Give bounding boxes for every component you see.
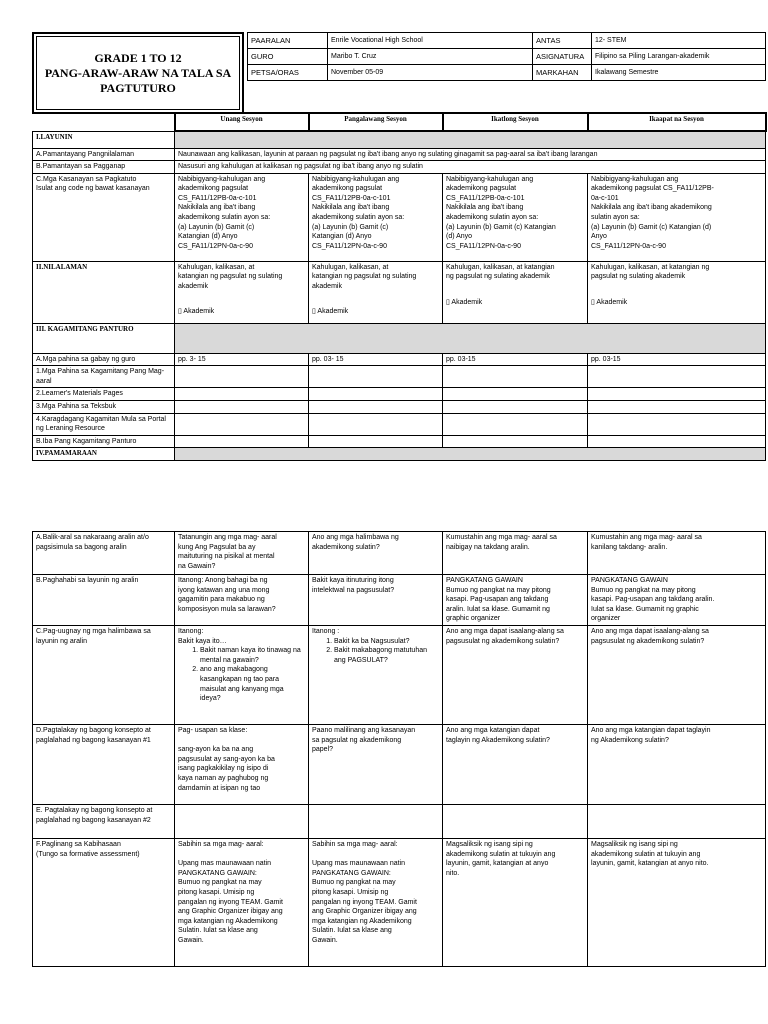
materials-row-portal bbox=[33, 413, 766, 435]
procedure-a-session-3: Kumustahin ang mga mag- aaral sa naibigay na takdang aralin. bbox=[443, 532, 588, 575]
procedure-a-session-1: Tatanungin ang mga mag- aaral kung Ang Pagsulat ba ay maituturing na pisikal at mental na Gawain? bbox=[175, 532, 309, 575]
content-session-4 bbox=[588, 261, 766, 323]
date-label: PETSA/ORAS bbox=[248, 65, 328, 81]
content-tag-3: ▯ Akademik bbox=[446, 298, 483, 306]
session-header-row bbox=[33, 113, 766, 131]
date-value: November 05-09 bbox=[328, 65, 533, 81]
content-tag-label-1: Akademik bbox=[183, 308, 215, 316]
pamantayan-pagganap-row bbox=[33, 161, 766, 174]
pamantayang-nilalaman-row bbox=[33, 148, 766, 161]
grade-label: ANTAS bbox=[533, 33, 592, 49]
session-1-header: Unang Sesyon bbox=[175, 113, 309, 131]
procedure-c-session-2 bbox=[309, 626, 443, 725]
grade-value: 12- STEM bbox=[592, 33, 766, 49]
procedure-d-session-1: Pag- usapan sa klase: sang-ayon ka ba na ang pagsusulat ay sang-ayon ka ba isang pagkakikilay ng isipo di kaya naman ay paghubog ng damdamin at isipan ng tao bbox=[175, 725, 309, 805]
procedure-e-label: E. Pagtalakay ng bagong konsepto at paglalahad ng bagong kasanayan #2 bbox=[33, 805, 175, 839]
procedure-a-label: A.Balik-aral sa nakaraang aralin at/o pagsisimula sa bagong aralin bbox=[33, 532, 175, 575]
session-3-header: Ikatlong Sesyon bbox=[443, 113, 588, 131]
content-tag-label-3: Akademik bbox=[451, 298, 483, 306]
procedure-c1-item-1: 1. Bakit naman kaya ito tinawag na mental na gawain? bbox=[200, 646, 305, 665]
school-value: Enrile Vocational High School bbox=[328, 33, 533, 49]
content-text-2: Kahulugan, kalikasan, at katangian ng pagsulat ng sulating akademik bbox=[312, 263, 417, 290]
content-text-1: Kahulugan, kalikasan, at katangian ng pagsulat ng sulating akademik bbox=[178, 263, 283, 290]
content-standard-label: A.Pamantayang Pangnilalaman bbox=[33, 148, 175, 161]
procedure-d-session-4: Ano ang mga katangian dapat taglayin ng Akademikong sulatin? bbox=[588, 725, 766, 805]
procedure-c2-item-1: 1. Bakit ka ba Nagsusulat? bbox=[334, 637, 439, 647]
procedure-f-session-3: Magsaliksik ng isang sipi ng akademikong sulatin at tukuyin ang layunin, gamit, katangian at anyo nito. bbox=[443, 839, 588, 967]
materials-label-4: 4.Karagdagang Kagamitan Mula sa Portal ng Leraning Resource bbox=[33, 413, 175, 435]
procedure-row-e bbox=[33, 805, 766, 839]
procedure-c1-list bbox=[178, 646, 305, 704]
layunin-heading: I.LAYUNIN bbox=[33, 131, 175, 148]
procedure-d-session-3: Ano ang mga katangian dapat taglayin ng Akademikong sulatin? bbox=[443, 725, 588, 805]
procedure-c-session-1 bbox=[175, 626, 309, 725]
school-label: PAARALAN bbox=[248, 33, 328, 49]
procedure-c-label: C.Pag-uugnay ng mga halimbawa sa layunin ng aralin bbox=[33, 626, 175, 725]
materials-0-session-2: pp. 03- 15 bbox=[309, 353, 443, 366]
header-row-date bbox=[248, 65, 766, 81]
subject-value: Filipino sa Piling Larangan-akademik bbox=[592, 49, 766, 65]
title-line-1: GRADE 1 TO 12 bbox=[94, 50, 182, 65]
materials-row-textbook bbox=[33, 401, 766, 414]
kagamitan-row bbox=[33, 323, 766, 353]
content-standard-text: Naunawaan ang kalikasan, layunin at paraan ng pagsulat ng iba't ibang anyo ng sulating ginagamit sa pag-aaral sa iba't ibang larangan bbox=[175, 148, 766, 161]
materials-label-0: A.Mga pahina sa gabay ng guro bbox=[33, 353, 175, 366]
competency-session-4: Nabibigyang-kahulugan ang akademikong pagsulat CS_FA11/12PB- 0a-c-101 Nakikilala ang iba't ibang akademikong sulatin ayon sa: (a) Layunin (b) Gamit (c) Katangian (d) Anyo CS_FA11/12PN-0a-c-90 bbox=[588, 173, 766, 261]
content-text-4: Kahulugan, kalikasan, at katangian ng pagsulat ng sulating akademik bbox=[591, 263, 710, 281]
competency-session-1: Nabibigyang-kahulugan ang akademikong pagsulat CS_FA11/12PB-0a-c-101 Nakikilala ang iba't ibang akademikong sulatin ayon sa: (a) Layunin (b) Gamit (c) Katangian (d) Anyo CS_FA11/12PN-0a-c-90 bbox=[175, 173, 309, 261]
procedure-f-session-2: Sabihin sa mga mag- aaral: Upang mas maunawaan natin PANGKATANG GAWAIN: Bumuo ng pangkat na may pitong kasapi. Umisip ng pangalan ng inyong TEAM. Gamit ang Graphic Organizer ibigay ang mga katangian ng Akademikong Sulatin. Iulat sa klase ang Gawain. bbox=[309, 839, 443, 967]
materials-label-1: 1.Mga Pahina sa Kagamitang Pang Mag-aaral bbox=[33, 366, 175, 388]
procedure-c2-intro: Itanong : bbox=[312, 628, 340, 635]
procedure-b-session-1: Itanong: Anong bahagi ba ng iyong katawan ang una mong gagamitin para makabuo ng komposisyon mula sa larawan? bbox=[175, 575, 309, 626]
procedure-c2-list bbox=[312, 637, 439, 666]
quarter-label: MARKAHAN bbox=[533, 65, 592, 81]
procedure-c-session-4: Ano ang mga dapat isaalang-alang sa pagsusulat ng akademikong sulatin? bbox=[588, 626, 766, 725]
competency-session-3: Nabibigyang-kahulugan ang akademikong pagsulat CS_FA11/12PB-0a-c-101 Nakikilala ang iba't ibang akademikong sulatin ayon sa: (a) Layunin (b) Gamit (c) Katangian (d) Anyo CS_FA11/12PN-0a-c-90 bbox=[443, 173, 588, 261]
procedure-a-session-2: Ano ang mga halimbawa ng akademikong sulatin? bbox=[309, 532, 443, 575]
content-tag-2: ▯ Akademik bbox=[312, 308, 349, 316]
performance-standard-label: B.Pamantayan sa Pagganap bbox=[33, 161, 175, 174]
procedure-c1-item-2: 2. ano ang makabagong kasangkapan ng tao para maisulat ang kanyang mga ideya? bbox=[200, 665, 305, 703]
procedure-row-b bbox=[33, 575, 766, 626]
procedure-row-a bbox=[33, 532, 766, 575]
performance-standard-text: Nasusuri ang kahulugan at kalikasan ng pagsulat ng iba't ibang anyo ng sulatin bbox=[175, 161, 766, 174]
header-row-teacher bbox=[248, 49, 766, 65]
layunin-row bbox=[33, 131, 766, 148]
procedure-d-session-2: Paano malilinang ang kasanayan sa pagsulat ng akademikong papel? bbox=[309, 725, 443, 805]
objectives-table bbox=[32, 112, 767, 461]
competency-session-2: Nabibigyang-kahulugan ang akademikong pagsulat CS_FA11/12PB-0a-c-101 Nakikilala ang iba't ibang akademikong sulatin ayon sa: (a) Layunin (b) Gamit (c) Katangian (d) Anyo CS_FA11/12PN-0a-c-90 bbox=[309, 173, 443, 261]
materials-label-3: 3.Mga Pahina sa Teksbuk bbox=[33, 401, 175, 414]
session-2-header: Pangalawang Sesyon bbox=[309, 113, 443, 131]
teacher-label: GURO bbox=[248, 49, 328, 65]
materials-row-learner bbox=[33, 388, 766, 401]
header-info-table bbox=[247, 32, 766, 81]
competencies-label: C.Mga Kasanayan sa Pagkatuto Isulat ang code ng bawat kasanayan bbox=[33, 173, 175, 261]
procedure-b-session-4: PANGKATANG GAWAIN Bumuo ng pangkat na may pitong kasapi. Pag-usapan ang takdang aralin. Iulat sa klase. Gumamit ng graphic organizer bbox=[588, 575, 766, 626]
materials-label-2: 2.Learner's Materials Pages bbox=[33, 388, 175, 401]
session-4-header: Ikaapat na Sesyon bbox=[588, 113, 766, 131]
procedure-c1-intro: Itanong: Bakit kaya ito… bbox=[178, 628, 227, 645]
title-line-2: PANG-ARAW-ARAW NA TALA SA bbox=[44, 65, 232, 80]
procedure-row-d bbox=[33, 725, 766, 805]
pamamaraan-heading: IV.PAMAMARAAN bbox=[33, 448, 175, 461]
procedure-b-session-3: PANGKATANG GAWAIN Bumuo ng pangkat na may pitong kasapi. Pag-usapan ang takdang aralin. Iulat sa klase. Gumamit ng graphic organizer bbox=[443, 575, 588, 626]
content-tag-label-4: Akademik bbox=[596, 298, 628, 306]
materials-row-teacher-guide bbox=[33, 353, 766, 366]
content-tag-label-2: Akademik bbox=[317, 308, 349, 316]
materials-label-5: B.Iba Pang Kagamitang Panturo bbox=[33, 435, 175, 448]
procedures-table bbox=[32, 531, 766, 967]
procedure-f-session-4: Magsaliksik ng isang sipi ng akademikong sulatin at tukuyin ang layunin, gamit, katangian at anyo nito. bbox=[588, 839, 766, 967]
header-row-school bbox=[248, 33, 766, 49]
competencies-row bbox=[33, 173, 766, 261]
content-session-1 bbox=[175, 261, 309, 323]
content-tag-1: ▯ Akademik bbox=[178, 308, 215, 316]
procedure-f-session-1: Sabihin sa mga mag- aaral: Upang mas maunawaan natin PANGKATANG GAWAIN: Bumuo ng pangkat na may pitong kasapi. Umisip ng pangalan ng inyong TEAM. Gamit ang Graphic Organizer ibigay ang mga katangian ng Akademikong Sulatin. Iulat sa klase ang Gawain. bbox=[175, 839, 309, 967]
materials-row-other bbox=[33, 435, 766, 448]
materials-0-session-3: pp. 03-15 bbox=[443, 353, 588, 366]
procedure-f-label: F.Paglinang sa Kabihasaan (Tungo sa formative assessment) bbox=[33, 839, 175, 967]
content-session-2 bbox=[309, 261, 443, 323]
procedure-c-session-3: Ano ang mga dapat isaalang-alang sa pagsusulat ng akademikong sulatin? bbox=[443, 626, 588, 725]
kagamitan-heading: III. KAGAMITANG PANTURO bbox=[33, 323, 175, 353]
subject-label: ASIGNATURA bbox=[533, 49, 592, 65]
title-line-3: PAGTUTURO bbox=[100, 80, 176, 95]
materials-0-session-4: pp. 03-15 bbox=[588, 353, 766, 366]
procedure-row-c bbox=[33, 626, 766, 725]
procedure-b-label: B.Paghahabi sa layunin ng aralin bbox=[33, 575, 175, 626]
materials-0-session-1: pp. 3- 15 bbox=[175, 353, 309, 366]
procedure-b-session-2: Bakit kaya itinuturing itong intelektwal na pagsusulat? bbox=[309, 575, 443, 626]
pamamaraan-row bbox=[33, 448, 766, 461]
procedure-d-label: D.Pagtalakay ng bagong konsepto at paglalahad ng bagong kasanayan #1 bbox=[33, 725, 175, 805]
nilalaman-row bbox=[33, 261, 766, 323]
nilalaman-heading: II.NILALAMAN bbox=[33, 261, 175, 323]
quarter-value: Ikalawang Semestre bbox=[592, 65, 766, 81]
teacher-value: Maribo T. Cruz bbox=[328, 49, 533, 65]
content-tag-4: ▯ Akademik bbox=[591, 298, 628, 306]
procedure-c2-item-2: 2. Bakit makabagong matutuhan ang PAGSULAT? bbox=[334, 646, 439, 665]
content-text-3: Kahulugan, kalikasan, at katangian ng pagsulat ng sulating akademik bbox=[446, 263, 555, 281]
content-session-3 bbox=[443, 261, 588, 323]
materials-row-student bbox=[33, 366, 766, 388]
procedure-row-f bbox=[33, 839, 766, 967]
procedure-a-session-4: Kumustahin ang mga mag- aaral sa kanilang takdang- aralin. bbox=[588, 532, 766, 575]
document-title bbox=[32, 32, 244, 114]
